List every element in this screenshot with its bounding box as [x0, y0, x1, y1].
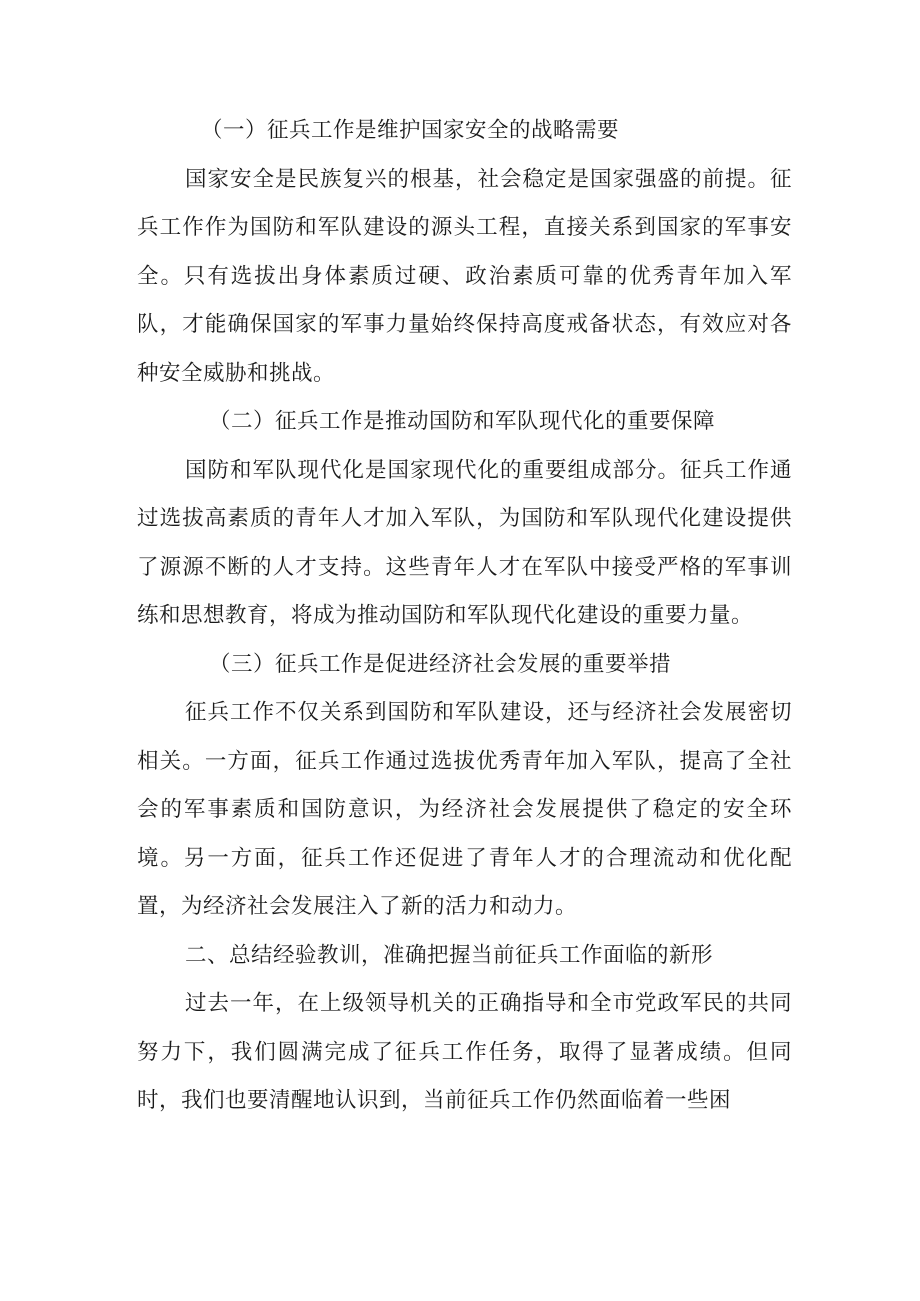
paragraph-4: 过去一年，在上级领导机关的正确指导和全市党政军民的共同努力下，我们圆满完成了征兵工作任务，取得了显著成绩。但同时，我们也要清醒地认识到，当前征兵工作仍然面临着一些困: [137, 991, 792, 1113]
subheading-1: （一）征兵工作是维护国家安全的战略需要: [201, 118, 620, 143]
paragraph-1: 国家安全是民族复兴的根基，社会稳定是国家强盛的前提。征兵工作作为国防和军队建设的源头工程，直接关系到国家的军事安全。只有选拔出身体素质过硬、政治素质可靠的优秀青年加入军队，才能确保国家的军事力量始终保持高度戒备状态，有效应对各种安全威胁和挑战。: [137, 166, 792, 386]
paragraph-2: 国防和军队现代化是国家现代化的重要组成部分。征兵工作通过选拔高素质的青年人才加入军队，为国防和军队现代化建设提供了源源不断的人才支持。这些青年人才在军队中接受严格的军事训练和思想教育，将成为推动国防和军队现代化建设的重要力量。: [137, 457, 792, 628]
document-body: [137, 107, 792, 1126]
subheading-3: （三）征兵工作是促进经济社会发展的重要举措: [209, 651, 672, 677]
subheading-2: （二）征兵工作是推动国防和军队现代化的重要保障: [209, 409, 716, 434]
paragraph-3: 征兵工作不仅关系到国防和军队建设，还与经济社会发展密切相关。一方面，征兵工作通过选拔优秀青年加入军队，提高了全社会的军事素质和国防意识，为经济社会发展提供了稳定的安全环境。另一方面，征兵工作还促进了青年人才的合理流动和优化配置，为经济社会发展注入了新的活力和动力。: [137, 700, 792, 919]
section-heading-2: 二、总结经验教训，准确把握当前征兵工作面临的新形: [185, 942, 714, 968]
